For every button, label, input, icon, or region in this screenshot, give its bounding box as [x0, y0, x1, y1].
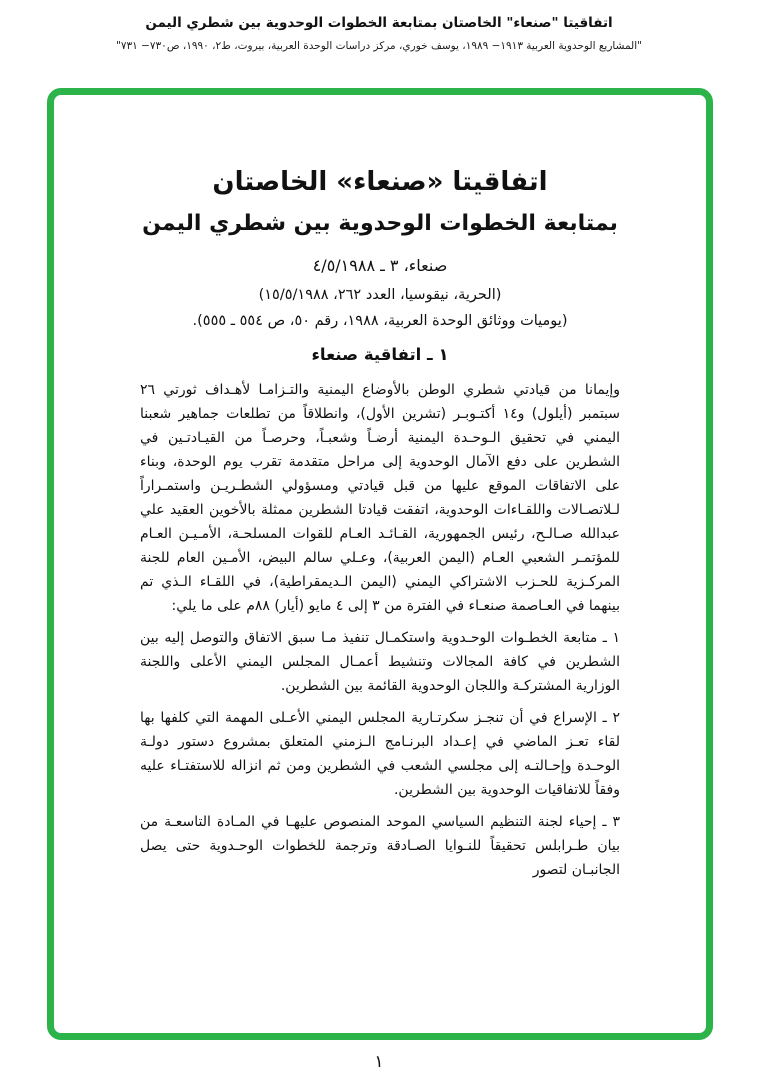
document-paragraph: ٣ ـ إحياء لجنة التنظيم السياسي الموحد المنصوص عليهـا في المـادة التاسعـة من بيان طـرابلس تحقيقاً للنـوايا الصـادقة وترجمة للخطوات الوحـدوية حتى يصل الجانبـان لتصور [140, 814, 620, 878]
document-date-line: صنعاء، ٣ ـ ٤/٥/١٩٨٨ [312, 256, 448, 275]
document-subtitle: بمتابعة الخطوات الوحدوية بين شطري اليمن [142, 211, 618, 236]
document-paragraph: ٢ ـ الإسراع في أن تنجـز سكرتـارية المجلس اليمني الأعـلى المهمة التي كلفها بها لقاء تعـز الماضي في إعـداد البرنـامج الـزمني المتعلق بمشروع دستور دولـة الوحـدة وإحـالتـه إلى مجلسي الشعب في الشطرين ومن ثم انزاله للاستفتـاء عليه وفقاً للاتفاقيات الوحدوية بين الشطرين. [140, 710, 620, 798]
document-body [140, 378, 620, 882]
header-source-citation: "المشاريع الوحدوية العربية ١٩١٣− ١٩٨٩، يوسف خوري، مركز دراسات الوحدة العربية، بيروت، ط٢، ١٩٩٠، ص٧٣٠− ٧٣١" [115, 39, 643, 52]
page-header [0, 0, 758, 52]
section-heading: ١ ـ اتفاقية صنعاء [311, 345, 449, 364]
page-number: ١ [374, 1052, 384, 1072]
document-source-line-2: (يوميات ووثائق الوحدة العربية، ١٩٨٨، رقم ٥٠، ص ٥٥٤ ـ ٥٥٥). [192, 313, 568, 329]
document-title: اتفاقيتا «صنعاء» الخاصتان [212, 167, 548, 197]
header-title: اتفاقيتا "صنعاء" الخاصتان بمتابعة الخطوات الوحدوية بين شطري اليمن [145, 15, 613, 31]
document-frame [47, 88, 713, 1040]
document-paragraph: وإيمانا من قيادتي شطري الوطن بالأوضاع اليمنية والتـزامـا لأهـداف ثورتي ٢٦ سبتمبر (أيلول) و١٤ أكتـوبـر (تشرين الأول)، وانطلاقاً من تطلعات جماهير شعبنا اليمني في تحقيق الـوحـدة اليمنية أرضـاً وشعبـاً، وحرصـاً من القيـادتـين في الشطرين على دفع الآمال الوحدوية إلى مراحل متقدمة تقرب يوم الوحدة، وبناء على الاتفاقات الموقع عليها من قبل قيادتي ومسؤولي الشطـريـن واستمـراراً لـلاتصـالات واللقـاءات الوحدوية، اتفقت قيادتا الشطرين ممثلة بالأخوين العقيد علي عبدالله صـالـح، رئيس الجمهورية، القـائـد العـام للقوات المسلحـة، الأمـيـن العـام للمؤتمـر الشعبي العـام (اليمن العربية)، وعـلي سالم البيض، الأمـين العام للجنة المركـزية للحـزب الاشتراكي اليمني (اليمن الـديمقراطية)، في اللقـاء الـذي تم بينهما في العـاصمة صنعـاء في الفترة من ٣ إلى ٤ مايو (أيار) ٨٨م على ما يلي: [140, 382, 620, 614]
document-paragraph: ١ ـ متابعة الخطـوات الوحـدوية واستكمـال تنفيذ مـا سبق الاتفاق والتوصل إليه بين الشطرين في كافة المجالات وتنشيط أعمـال المجلس اليمني الأعلى واللجنة الوزارية المشتركـة واللجان الوحدوية القائمة بين الشطرين. [140, 630, 620, 694]
document-content [54, 95, 706, 882]
document-source-line-1: (الحرية، نيقوسيا، العدد ٢٦٢، ١٥/٥/١٩٨٨) [258, 287, 502, 303]
